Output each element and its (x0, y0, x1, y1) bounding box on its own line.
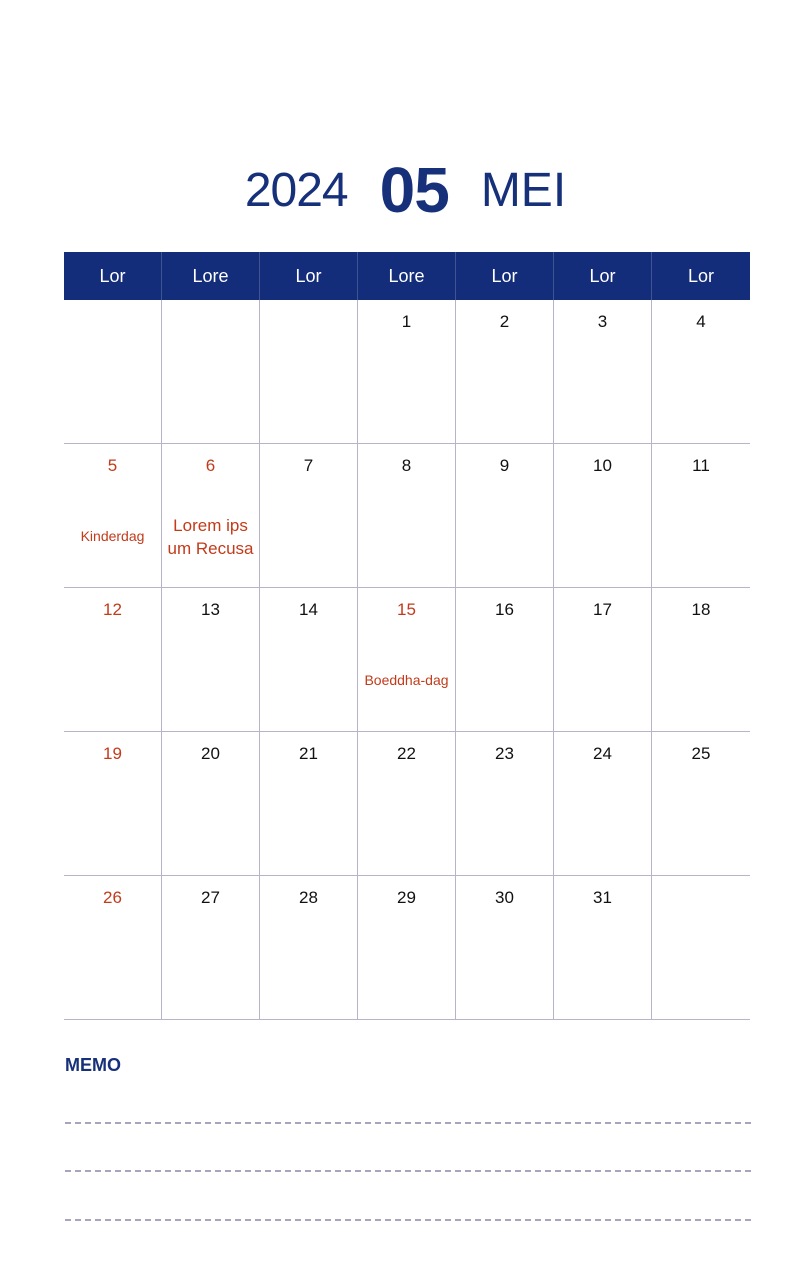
year-label: 2024 (244, 163, 348, 217)
day-number: 4 (696, 312, 706, 331)
day-cell[interactable] (456, 588, 554, 731)
day-number: 28 (299, 888, 318, 907)
day-number: 6 (205, 456, 216, 475)
day-number: 21 (299, 744, 318, 763)
day-cell (162, 300, 260, 443)
day-number: 31 (593, 888, 612, 907)
day-cell[interactable] (554, 588, 652, 731)
weekday-label: Lor (456, 252, 554, 300)
day-cell[interactable] (456, 732, 554, 875)
day-note: Lorem ips um Recusa (167, 516, 254, 558)
day-note: Kinderdag (80, 528, 145, 544)
day-number: 3 (597, 312, 608, 331)
day-cell[interactable] (260, 732, 358, 875)
day-number: 8 (401, 456, 412, 475)
day-number: 12 (103, 600, 122, 619)
day-cell[interactable] (64, 732, 162, 875)
day-cell[interactable] (260, 444, 358, 587)
weekday-label: Lore (162, 252, 260, 300)
day-cell[interactable] (456, 444, 554, 587)
day-cell[interactable] (456, 300, 554, 443)
weekday-label: Lor (260, 252, 358, 300)
day-number: 16 (495, 600, 514, 619)
day-number: 23 (495, 744, 514, 763)
memo-line[interactable] (65, 1122, 751, 1124)
weekday-label: Lore (358, 252, 456, 300)
day-cell[interactable] (162, 732, 260, 875)
day-number: 13 (201, 600, 220, 619)
day-number: 1 (401, 312, 412, 331)
day-cell[interactable] (358, 300, 456, 443)
day-note: Boeddha-dag (364, 672, 449, 688)
day-number: 25 (691, 744, 711, 763)
day-cell[interactable] (260, 876, 358, 1019)
day-number: 20 (201, 744, 220, 763)
day-number: 15 (397, 600, 416, 619)
day-cell[interactable] (652, 444, 750, 587)
memo-title: MEMO (65, 1055, 121, 1075)
weekday-label: Lor (64, 252, 162, 300)
day-number: 10 (593, 456, 612, 475)
day-cell[interactable] (554, 732, 652, 875)
day-number: 24 (593, 744, 612, 763)
day-cell[interactable] (64, 444, 162, 587)
week-row (64, 732, 750, 876)
memo-line[interactable] (65, 1219, 751, 1221)
week-row (64, 444, 750, 588)
day-cell[interactable] (358, 876, 456, 1019)
month-name: MEI (480, 163, 567, 217)
day-number: 17 (593, 600, 612, 619)
day-number: 5 (107, 456, 118, 475)
day-cell[interactable] (554, 444, 652, 587)
day-cell[interactable] (162, 588, 260, 731)
day-number: 9 (499, 456, 510, 475)
day-cell[interactable] (358, 588, 456, 731)
day-number: 27 (201, 888, 220, 907)
day-cell[interactable] (554, 876, 652, 1019)
week-row (64, 876, 750, 1020)
weekday-header (64, 252, 750, 300)
day-cell[interactable] (162, 444, 260, 587)
day-cell[interactable] (64, 588, 162, 731)
day-cell (260, 300, 358, 443)
day-cell[interactable] (260, 588, 358, 731)
calendar-title (0, 150, 811, 230)
day-cell[interactable] (358, 732, 456, 875)
day-cell[interactable] (358, 444, 456, 587)
memo-line[interactable] (65, 1170, 751, 1172)
day-number: 18 (691, 600, 711, 619)
day-cell[interactable] (456, 876, 554, 1019)
day-number: 30 (495, 888, 514, 907)
week-row (64, 588, 750, 732)
day-cell[interactable] (652, 732, 750, 875)
weekday-label: Lor (687, 265, 714, 286)
day-number: 22 (397, 744, 416, 763)
day-number: 29 (397, 888, 416, 907)
day-number: 11 (692, 456, 710, 475)
calendar-grid (64, 252, 750, 1020)
day-cell[interactable] (652, 300, 750, 443)
calendar-weeks (64, 300, 750, 1020)
month-number: 05 (379, 154, 449, 226)
day-number: 7 (303, 456, 314, 475)
day-number: 19 (103, 744, 122, 763)
day-cell[interactable] (64, 876, 162, 1019)
day-cell (652, 876, 750, 1019)
day-cell[interactable] (162, 876, 260, 1019)
weekday-label: Lor (554, 252, 652, 300)
week-row (64, 300, 750, 444)
day-cell[interactable] (652, 588, 750, 731)
day-number: 2 (499, 312, 510, 331)
day-cell (64, 300, 162, 443)
day-number: 14 (299, 600, 318, 619)
day-cell[interactable] (554, 300, 652, 443)
day-number: 26 (103, 888, 122, 907)
